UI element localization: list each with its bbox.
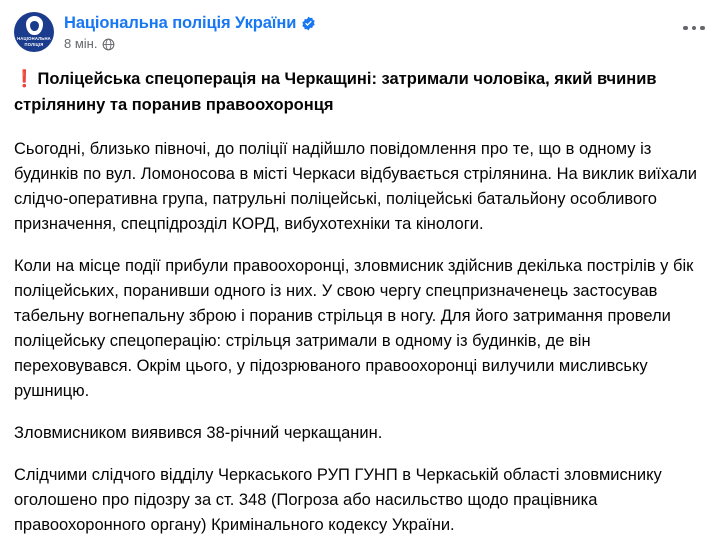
more-options-icon[interactable] <box>677 18 711 38</box>
avatar[interactable] <box>14 12 54 52</box>
police-badge-icon <box>26 16 43 35</box>
verified-badge-icon <box>301 16 316 31</box>
post-lead-text: Поліцейська спецоперація на Черкащині: затримали чоловіка, який вчинив стрілянину та поранив правоохоронця <box>14 70 657 114</box>
warning-icon: ❗ <box>14 70 35 88</box>
post-paragraph: Слідчими слідчого відділу Черкаського РУП ГУНП в Черкаській області зловмиснику оголошено про підозру за ст. 348 (Погроза або насильство щодо працівника правоохоронного органу) Кримінального кодексу України. <box>14 466 662 534</box>
post-header-text <box>64 12 316 52</box>
post-lead <box>14 66 713 118</box>
avatar-caption-line1: НАЦІОНАЛЬНА <box>17 36 51 41</box>
globe-icon[interactable] <box>102 38 115 51</box>
post-body <box>14 54 713 538</box>
more-dot-3 <box>700 26 705 31</box>
page-name-link[interactable]: Національна поліція України <box>64 14 297 32</box>
more-dot-1 <box>683 26 688 31</box>
more-dot-2 <box>692 26 697 31</box>
post-timestamp[interactable]: 8 мін. <box>64 36 98 51</box>
author-row <box>64 13 316 33</box>
post-paragraph: Зловмисником виявився 38-річний черкащанин. <box>14 424 383 442</box>
post-meta <box>64 36 316 52</box>
post-paragraph: Коли на місце події прибули правоохоронці, зловмисник здійснив декілька пострілів у бік поліцейських, поранивши одного із них. У свою чергу спецпризначенець застосував табельну вогнепальну зброю і поранив стрільця в ногу. Для його затримання провели поліцейську спецоперацію: стрільця затримали в одному із будинків, де він переховувався. Окрім цього, у підозрюваного правоохоронці вилучили мисливську рушницю. <box>14 257 694 400</box>
avatar-caption-line2: ПОЛІЦІЯ <box>24 42 44 47</box>
post-header <box>14 8 713 54</box>
post-paragraph: Сьогодні, близько півночі, до поліції надійшло повідомлення про те, що в одному із будинків по вул. Ломоносова в місті Черкаси відбувається стрілянина. На виклик виїхали слідчо-оперативна група, патрульні поліцейські, поліцейські батальйону особливого призначення, спецпідрозділ КОРД, вибухотехніки та кінологи. <box>14 140 697 233</box>
